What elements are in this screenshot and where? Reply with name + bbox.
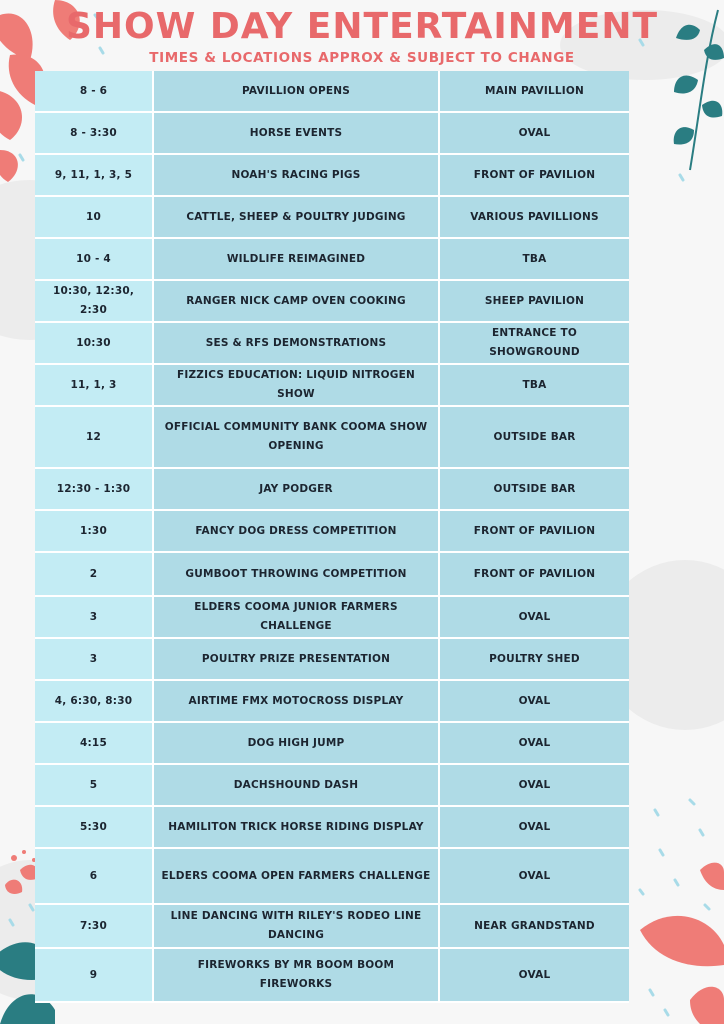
event-cell: PAVILLION OPENS	[154, 71, 440, 113]
time-cell: 10:30, 12:30, 2:30	[35, 281, 154, 323]
schedule-table	[35, 71, 629, 1003]
page-subtitle: TIMES & LOCATIONS APPROX & SUBJECT TO CHANGE	[149, 50, 575, 66]
event-cell: FIZZICS EDUCATION: LIQUID NITROGEN SHOW	[154, 365, 440, 407]
event-cell: LINE DANCING WITH RILEY'S RODEO LINE DANCING	[154, 905, 440, 949]
table-row	[35, 197, 629, 239]
table-row	[35, 597, 629, 639]
event-cell: CATTLE, SHEEP & POULTRY JUDGING	[154, 197, 440, 239]
event-cell: HAMILITON TRICK HORSE RIDING DISPLAY	[154, 807, 440, 849]
location-cell: OVAL	[440, 597, 629, 639]
event-cell: FANCY DOG DRESS COMPETITION	[154, 511, 440, 553]
time-cell: 9, 11, 1, 3, 5	[35, 155, 154, 197]
leaf-icon	[640, 863, 724, 1024]
time-cell: 8 - 6	[35, 71, 154, 113]
time-cell: 11, 1, 3	[35, 365, 154, 407]
time-cell: 9	[35, 949, 154, 1003]
location-cell: TBA	[440, 239, 629, 281]
table-row	[35, 281, 629, 323]
table-row	[35, 469, 629, 511]
time-cell: 3	[35, 639, 154, 681]
table-row	[35, 511, 629, 553]
event-cell: ELDERS COOMA OPEN FARMERS CHALLENGE	[154, 849, 440, 905]
event-cell: SES & RFS DEMONSTRATIONS	[154, 323, 440, 365]
time-cell: 6	[35, 849, 154, 905]
time-cell: 2	[35, 553, 154, 597]
event-cell: DACHSHOUND DASH	[154, 765, 440, 807]
table-row	[35, 681, 629, 723]
time-cell: 4, 6:30, 8:30	[35, 681, 154, 723]
table-row	[35, 239, 629, 281]
event-cell: DOG HIGH JUMP	[154, 723, 440, 765]
location-cell: MAIN PAVILLION	[440, 71, 629, 113]
location-cell: SHEEP PAVILION	[440, 281, 629, 323]
event-cell: JAY PODGER	[154, 469, 440, 511]
table-row	[35, 407, 629, 469]
table-row	[35, 71, 629, 113]
table-row	[35, 155, 629, 197]
time-cell: 5	[35, 765, 154, 807]
location-cell: OVAL	[440, 113, 629, 155]
location-cell: TBA	[440, 365, 629, 407]
time-cell: 5:30	[35, 807, 154, 849]
location-cell: POULTRY SHED	[440, 639, 629, 681]
location-cell: OVAL	[440, 949, 629, 1003]
location-cell: OVAL	[440, 765, 629, 807]
page-title: SHOW DAY ENTERTAINMENT	[65, 6, 659, 47]
time-cell: 10:30	[35, 323, 154, 365]
time-cell: 3	[35, 597, 154, 639]
event-cell: ELDERS COOMA JUNIOR FARMERS CHALLENGE	[154, 597, 440, 639]
time-cell: 1:30	[35, 511, 154, 553]
location-cell: OVAL	[440, 807, 629, 849]
table-row	[35, 113, 629, 155]
time-cell: 10	[35, 197, 154, 239]
time-cell: 12	[35, 407, 154, 469]
location-cell: NEAR GRANDSTAND	[440, 905, 629, 949]
location-cell: OVAL	[440, 849, 629, 905]
table-row	[35, 949, 629, 1003]
event-cell: AIRTIME FMX MOTOCROSS DISPLAY	[154, 681, 440, 723]
event-cell: GUMBOOT THROWING COMPETITION	[154, 553, 440, 597]
table-row	[35, 553, 629, 597]
event-cell: WILDLIFE REIMAGINED	[154, 239, 440, 281]
time-cell: 7:30	[35, 905, 154, 949]
location-cell: OUTSIDE BAR	[440, 469, 629, 511]
table-row	[35, 639, 629, 681]
location-cell: FRONT OF PAVILION	[440, 553, 629, 597]
location-cell: FRONT OF PAVILION	[440, 155, 629, 197]
event-cell: FIREWORKS BY MR BOOM BOOM FIREWORKS	[154, 949, 440, 1003]
time-cell: 4:15	[35, 723, 154, 765]
table-row	[35, 849, 629, 905]
time-cell: 8 - 3:30	[35, 113, 154, 155]
table-row	[35, 365, 629, 407]
table-row	[35, 807, 629, 849]
event-cell: RANGER NICK CAMP OVEN COOKING	[154, 281, 440, 323]
location-cell: OUTSIDE BAR	[440, 407, 629, 469]
table-row	[35, 723, 629, 765]
event-cell: NOAH'S RACING PIGS	[154, 155, 440, 197]
event-cell: HORSE EVENTS	[154, 113, 440, 155]
table-row	[35, 323, 629, 365]
location-cell: FRONT OF PAVILION	[440, 511, 629, 553]
location-cell: OVAL	[440, 681, 629, 723]
location-cell: VARIOUS PAVILLIONS	[440, 197, 629, 239]
time-cell: 10 - 4	[35, 239, 154, 281]
table-row	[35, 905, 629, 949]
table-row	[35, 765, 629, 807]
event-cell: OFFICIAL COMMUNITY BANK COOMA SHOW OPENING	[154, 407, 440, 469]
location-cell: ENTRANCE TO SHOWGROUND	[440, 323, 629, 365]
time-cell: 12:30 - 1:30	[35, 469, 154, 511]
location-cell: OVAL	[440, 723, 629, 765]
event-cell: POULTRY PRIZE PRESENTATION	[154, 639, 440, 681]
